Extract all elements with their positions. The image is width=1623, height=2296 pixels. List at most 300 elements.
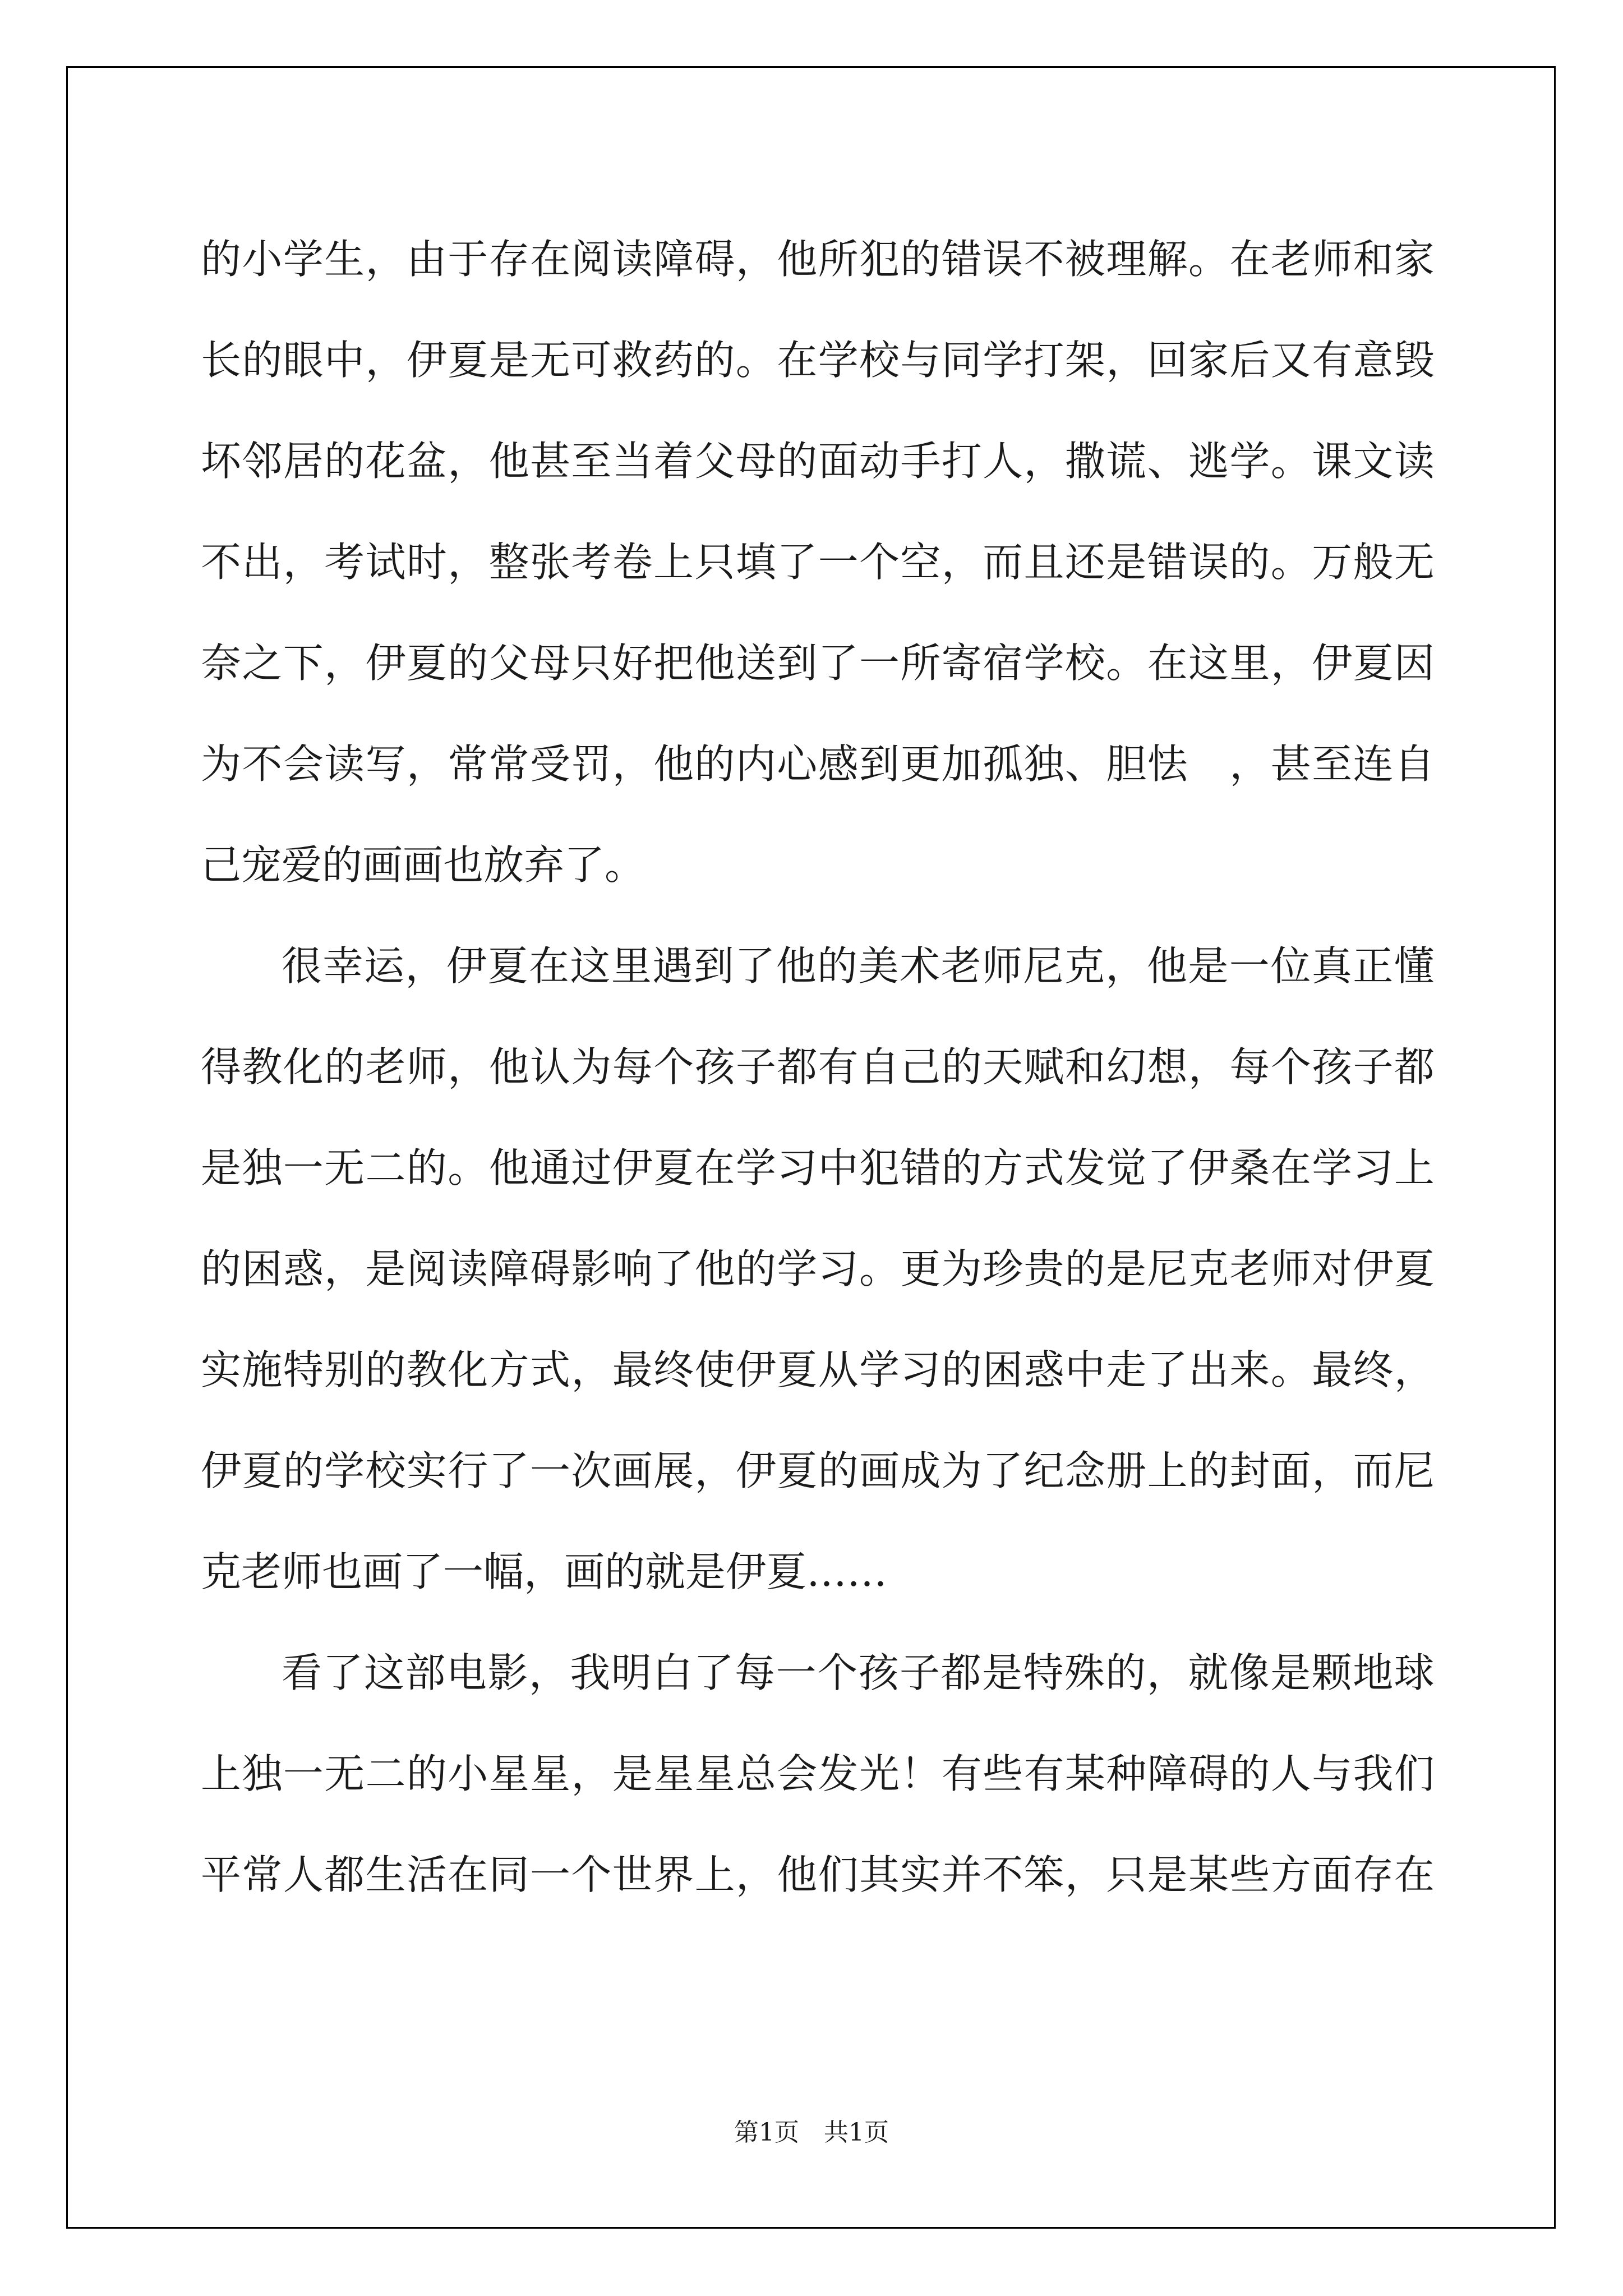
text-char: 正 <box>1353 942 1394 990</box>
text-char: 我 <box>1353 1750 1394 1797</box>
text-char: 总 <box>735 1750 776 1797</box>
text-char: 笨 <box>1023 1851 1064 1898</box>
text-char: 而 <box>983 539 1023 586</box>
text-char: 他 <box>694 639 735 687</box>
text-char: 些 <box>983 1750 1023 1797</box>
text-char: 孩 <box>1312 1043 1353 1091</box>
text-char: 习 <box>1353 1144 1394 1191</box>
text-char: 父 <box>694 438 735 485</box>
text-char: 一 <box>283 1750 324 1797</box>
text-char: 好 <box>612 639 653 687</box>
text-char: 老 <box>940 942 981 990</box>
text-char: 困 <box>983 1346 1023 1393</box>
text-char: 打 <box>941 438 982 485</box>
text-char: 填 <box>735 539 776 586</box>
text-char: 理 <box>1106 236 1147 283</box>
text-char: 像 <box>1229 1649 1270 1696</box>
text-char: 是 <box>981 1649 1022 1696</box>
text-line <box>201 1319 1435 1420</box>
text-char: 独 <box>242 1750 283 1797</box>
text-char: 贵 <box>1023 1245 1064 1292</box>
text-char: 考 <box>324 539 365 586</box>
text-char: 幻 <box>1106 1043 1147 1091</box>
text-char: 般 <box>1353 539 1394 586</box>
text-char: 种 <box>1106 1750 1147 1797</box>
text-char: 成 <box>900 1447 941 1494</box>
text-char: 星 <box>488 1750 529 1797</box>
text-char: 学 <box>1229 438 1270 485</box>
text-char: 位 <box>1270 942 1311 990</box>
text-char: 母 <box>530 639 571 687</box>
text-char: 张 <box>530 539 571 586</box>
text-char: 的 <box>941 1346 982 1393</box>
text-line <box>201 411 1435 512</box>
text-char: 内 <box>735 740 776 788</box>
text-char: 上 <box>694 1851 735 1898</box>
text-line <box>201 1218 1435 1319</box>
text-char: 学 <box>859 1346 900 1393</box>
text-char: 发 <box>818 1750 859 1797</box>
text-char: 界 <box>653 1851 694 1898</box>
text-char: 奈 <box>201 639 242 687</box>
text-char: 上 <box>1147 1447 1188 1494</box>
text-char: 的 <box>941 1043 982 1091</box>
text-char: 同 <box>488 1851 529 1898</box>
text-char: 。 <box>1270 539 1311 586</box>
text-char: 为 <box>941 1447 982 1494</box>
text-char: 在 <box>1270 1144 1311 1191</box>
text-char: 些 <box>1229 1851 1270 1898</box>
text-char: 人 <box>983 438 1023 485</box>
text-char: 式 <box>1023 1144 1064 1191</box>
text-char: 自 <box>859 1043 900 1091</box>
text-char: 的 <box>1064 1245 1105 1292</box>
text-char: 某 <box>1188 1851 1229 1898</box>
text-char: 家 <box>1394 236 1435 283</box>
text-char: 会 <box>777 1750 818 1797</box>
text-char: 了 <box>777 539 818 586</box>
text-char: 盆 <box>406 438 447 485</box>
text-char: 学 <box>777 1245 818 1292</box>
text-char: 宿 <box>983 639 1023 687</box>
text-char: 了 <box>653 1245 694 1292</box>
text-char: ， <box>324 1245 365 1292</box>
text-char: 小 <box>448 1750 488 1797</box>
text-char: 夏 <box>487 942 528 990</box>
text-char: 都 <box>940 1649 981 1696</box>
text-line <box>201 714 1435 815</box>
text-char: 这 <box>1188 639 1229 687</box>
text-char: 每 <box>612 1043 653 1091</box>
text-char: 习 <box>900 1346 941 1393</box>
text-char: 更 <box>900 740 941 788</box>
text-char: 无 <box>530 337 571 384</box>
text-line <box>201 915 1435 1016</box>
text-char: 自 <box>1394 740 1435 788</box>
text-char: 会 <box>283 740 324 788</box>
text-char: 毁 <box>1394 337 1435 384</box>
text-char: 犯 <box>859 236 900 283</box>
text-char: 最 <box>1312 1346 1353 1393</box>
text-char: 有 <box>818 1043 859 1091</box>
text-char: 习 <box>818 1245 859 1292</box>
text-char: 学 <box>1023 639 1064 687</box>
text-char: 常 <box>448 740 488 788</box>
text-char: 存 <box>488 236 529 283</box>
text-char: 伊 <box>1312 639 1353 687</box>
text-char: 了 <box>488 1447 529 1494</box>
text-char: ， <box>283 539 324 586</box>
text-char: 只 <box>571 639 612 687</box>
text-char: 独 <box>242 1144 283 1191</box>
text-char: ， <box>1023 438 1064 485</box>
text-char: 到 <box>777 639 818 687</box>
text-char: 展 <box>653 1447 694 1494</box>
text-char: 纪 <box>1023 1447 1064 1494</box>
text-char: 、 <box>1147 438 1188 485</box>
text-char: 架 <box>1064 337 1105 384</box>
text-line <box>201 209 1435 310</box>
text-char: 阅 <box>571 236 612 283</box>
text-char: 教 <box>406 1346 447 1393</box>
text-char: 于 <box>448 236 488 283</box>
text-char: 尼 <box>1023 942 1064 990</box>
text-char: 天 <box>983 1043 1023 1091</box>
text-char: 怯 <box>1147 740 1188 788</box>
text-char: 家 <box>1188 337 1229 384</box>
text-char: 的 <box>900 236 941 283</box>
text-char: 孤 <box>983 740 1023 788</box>
text-char: 觉 <box>1106 1144 1147 1191</box>
text-char: 影 <box>487 1649 528 1696</box>
text-char: 心 <box>777 740 818 788</box>
text-char: 夏 <box>406 639 447 687</box>
text-char: 误 <box>983 236 1023 283</box>
text-char: 这 <box>363 1649 404 1696</box>
text-char: 同 <box>941 337 982 384</box>
text-line: 克老师也画了一幅，画的就是伊夏…… <box>201 1548 888 1595</box>
text-char: 到 <box>693 942 734 990</box>
text-char: 己 <box>900 1043 941 1091</box>
text-char: 夏 <box>1394 1245 1435 1292</box>
text-char: 又 <box>1270 337 1311 384</box>
text-char: 惑 <box>283 1245 324 1292</box>
text-char: 伊 <box>1353 1245 1394 1292</box>
text-char: 被 <box>1064 236 1105 283</box>
text-char: 撒 <box>1064 438 1105 485</box>
text-char: 的 <box>324 1043 365 1091</box>
text-char: 的 <box>201 236 242 283</box>
text-char: 世 <box>612 1851 653 1898</box>
text-char: 对 <box>1312 1245 1353 1292</box>
text-char: 障 <box>653 236 694 283</box>
text-char: 只 <box>694 539 735 586</box>
text-char: ， <box>571 1346 612 1393</box>
text-char: 们 <box>818 1851 859 1898</box>
text-char: 碍 <box>694 236 735 283</box>
text-char: 每 <box>1229 1043 1270 1091</box>
text-char: ， <box>1105 942 1146 990</box>
text-char: 眼 <box>283 337 324 384</box>
text-char: 谎 <box>1106 438 1147 485</box>
text-char: 不 <box>201 539 242 586</box>
text-char: 为 <box>941 1245 982 1292</box>
text-char: 是 <box>1270 1649 1311 1696</box>
text-char: ， <box>448 438 488 485</box>
text-char: 上 <box>201 1750 242 1797</box>
text-char: 、 <box>1064 740 1105 788</box>
text-char: 来 <box>1229 1346 1270 1393</box>
text-char: 学 <box>1312 1144 1353 1191</box>
text-char: 在 <box>528 942 569 990</box>
text-char: 中 <box>324 337 365 384</box>
text-char: 平 <box>201 1851 242 1898</box>
text-char: 万 <box>1312 539 1353 586</box>
text-char: 有 <box>1312 337 1353 384</box>
text-char: 了 <box>693 1649 734 1696</box>
text-line <box>201 1723 1435 1824</box>
text-char: 部 <box>405 1649 446 1696</box>
text-char: 居 <box>283 438 324 485</box>
text-char: 电 <box>446 1649 487 1696</box>
text-char: 手 <box>900 438 941 485</box>
text-char: 误 <box>1188 539 1229 586</box>
text-char: 生 <box>365 1851 406 1898</box>
text-char: 在 <box>530 236 571 283</box>
text-char: 他 <box>488 1144 529 1191</box>
text-char: 子 <box>900 1649 940 1696</box>
text-char: 上 <box>653 539 694 586</box>
text-char: 。 <box>735 337 776 384</box>
text-char: 师 <box>1270 1245 1311 1292</box>
text-char: 的 <box>1188 1447 1229 1494</box>
text-char: 学 <box>283 236 324 283</box>
text-char: 尼 <box>1147 1245 1188 1292</box>
text-char: 学 <box>735 1144 776 1191</box>
text-char: 式 <box>530 1346 571 1393</box>
text-char: ， <box>571 1750 612 1797</box>
text-char: 送 <box>735 639 776 687</box>
text-char: 伊 <box>446 942 487 990</box>
text-char: 夏 <box>777 1447 818 1494</box>
text-char: 罚 <box>571 740 612 788</box>
text-char: 实 <box>406 1447 447 1494</box>
text-char: 与 <box>900 337 941 384</box>
text-char: 星 <box>653 1750 694 1797</box>
text-char: 都 <box>1394 1043 1435 1091</box>
text-char: ， <box>941 539 982 586</box>
text-char: 并 <box>941 1851 982 1898</box>
text-char: 的 <box>694 740 735 788</box>
text-char: 了 <box>1147 1144 1188 1191</box>
text-char: 读 <box>1394 438 1435 485</box>
text-char: 的 <box>777 438 818 485</box>
text-char: 的 <box>201 1245 242 1292</box>
text-char: 救 <box>612 337 653 384</box>
text-char: 的 <box>1229 1750 1270 1797</box>
text-char: 球 <box>1394 1649 1435 1696</box>
text-char: 面 <box>818 438 859 485</box>
text-char: 受 <box>530 740 571 788</box>
text-char: 这 <box>570 942 611 990</box>
text-char: 连 <box>1353 740 1394 788</box>
text-char: 发 <box>1064 1144 1105 1191</box>
text-char: 是 <box>201 1144 242 1191</box>
text-char: 至 <box>571 438 612 485</box>
text-char: 和 <box>1064 1043 1105 1091</box>
text-char: 施 <box>242 1346 283 1393</box>
text-char: 卷 <box>612 539 653 586</box>
text-char: 父 <box>488 639 529 687</box>
text-char: 个 <box>653 1043 694 1091</box>
text-char: 他 <box>777 1851 818 1898</box>
text-char: 整 <box>488 539 529 586</box>
text-char: 某 <box>1064 1750 1105 1797</box>
text-char: ， <box>1188 1043 1229 1091</box>
text-char: ， <box>528 1649 569 1696</box>
text-char: 阅 <box>406 1245 447 1292</box>
text-char: 伊 <box>735 1447 776 1494</box>
text-char: ， <box>612 740 653 788</box>
text-char: 课 <box>1312 438 1353 485</box>
text-char: 念 <box>1064 1447 1105 1494</box>
text-char: 不 <box>242 740 283 788</box>
text-char: 的 <box>735 1245 776 1292</box>
text-char: ， <box>1270 639 1311 687</box>
text-char: 的 <box>1105 1649 1146 1696</box>
text-char: 无 <box>1394 539 1435 586</box>
text-char: 孩 <box>694 1043 735 1091</box>
text-char: 学 <box>983 337 1023 384</box>
text-char: 。 <box>1188 236 1229 283</box>
text-char: 伊 <box>1188 1144 1229 1191</box>
text-char: 。 <box>448 1144 488 1191</box>
text-char: 所 <box>900 639 941 687</box>
text-char: 方 <box>1270 1851 1311 1898</box>
text-char: 里 <box>611 942 652 990</box>
text-char: 封 <box>1229 1447 1270 1494</box>
text-char: ， <box>365 337 406 384</box>
text-char: 在 <box>777 337 818 384</box>
text-char: 的 <box>817 942 858 990</box>
text-char: 生 <box>324 236 365 283</box>
text-char: 空 <box>900 539 941 586</box>
text-char: 加 <box>941 740 982 788</box>
text-char: 犯 <box>859 1144 900 1191</box>
text-char: ， <box>324 639 365 687</box>
text-char: 可 <box>571 337 612 384</box>
text-char: 面 <box>1312 1851 1353 1898</box>
text-char: ！ <box>900 1750 941 1797</box>
text-char: 为 <box>571 1043 612 1091</box>
text-char: 错 <box>941 236 982 283</box>
text-char: 很 <box>282 942 322 990</box>
text-char: 运 <box>363 942 404 990</box>
text-char: 回 <box>1147 337 1188 384</box>
text-char: 习 <box>777 1144 818 1191</box>
text-char: 出 <box>1188 1346 1229 1393</box>
text-char: 邻 <box>242 438 283 485</box>
text-char: 是 <box>1106 1245 1147 1292</box>
text-char: 教 <box>242 1043 283 1091</box>
text-char: 在 <box>1147 639 1188 687</box>
text-char: 在 <box>1394 1851 1435 1898</box>
text-char: 真 <box>1311 942 1352 990</box>
text-char: 了 <box>1147 1346 1188 1393</box>
text-char: 就 <box>1188 1649 1229 1696</box>
page-number-footer: 第1页 共1页 <box>734 2118 889 2147</box>
text-char: 时 <box>406 539 447 586</box>
text-line <box>201 512 1435 613</box>
text-char: 中 <box>1064 1346 1105 1393</box>
text-char: 术 <box>900 942 940 990</box>
text-char: ， <box>694 1447 735 1494</box>
text-line <box>201 1117 1435 1218</box>
text-line <box>201 613 1435 714</box>
text-char: 师 <box>1312 236 1353 283</box>
text-char: 障 <box>1147 1750 1188 1797</box>
text-char: 的 <box>406 1144 447 1191</box>
text-char: 二 <box>365 1750 406 1797</box>
text-char: 写 <box>365 740 406 788</box>
text-char: 遇 <box>652 942 693 990</box>
text-char: 孩 <box>858 1649 899 1696</box>
text-char: 赋 <box>1023 1043 1064 1091</box>
text-char: 文 <box>1353 438 1394 485</box>
text-char: 只 <box>1106 1851 1147 1898</box>
text-char: 动 <box>859 438 900 485</box>
text-char: 的 <box>818 1447 859 1494</box>
text-char: 无 <box>324 1750 365 1797</box>
text-char: 一 <box>530 1447 571 1494</box>
text-char: 。 <box>859 1245 900 1292</box>
text-char: 特 <box>283 1346 324 1393</box>
text-char: 走 <box>1106 1346 1147 1393</box>
text-char: 与 <box>1312 1750 1353 1797</box>
text-char: 感 <box>818 740 859 788</box>
text-char: 了 <box>322 1649 363 1696</box>
text-char: 惑 <box>1023 1346 1064 1393</box>
text-char: 了 <box>735 942 776 990</box>
text-char: ， <box>1312 1447 1353 1494</box>
text-char: 实 <box>900 1851 941 1898</box>
text-char: 得 <box>201 1043 242 1091</box>
text-char: 影 <box>571 1245 612 1292</box>
text-char: 学 <box>324 1447 365 1494</box>
text-char: 出 <box>242 539 283 586</box>
text-char: 校 <box>859 337 900 384</box>
text-char: 当 <box>612 438 653 485</box>
text-char: 夏 <box>1353 639 1394 687</box>
text-char: 存 <box>1353 1851 1394 1898</box>
text-char: 光 <box>859 1750 900 1797</box>
text-char: 为 <box>201 740 242 788</box>
text-char: 坏 <box>201 438 242 485</box>
text-char: 学 <box>818 337 859 384</box>
text-char: 人 <box>1270 1750 1311 1797</box>
text-char: 因 <box>1394 639 1435 687</box>
text-char: 响 <box>612 1245 653 1292</box>
text-char: 行 <box>448 1447 488 1494</box>
text-char: 伊 <box>735 1346 776 1393</box>
text-char: 在 <box>694 1144 735 1191</box>
text-char: 个 <box>859 539 900 586</box>
text-char: 把 <box>653 639 694 687</box>
text-char: 们 <box>1394 1750 1435 1797</box>
text-char: 化 <box>448 1346 488 1393</box>
text-char: 他 <box>776 942 817 990</box>
text-char: 殊 <box>1064 1649 1105 1696</box>
